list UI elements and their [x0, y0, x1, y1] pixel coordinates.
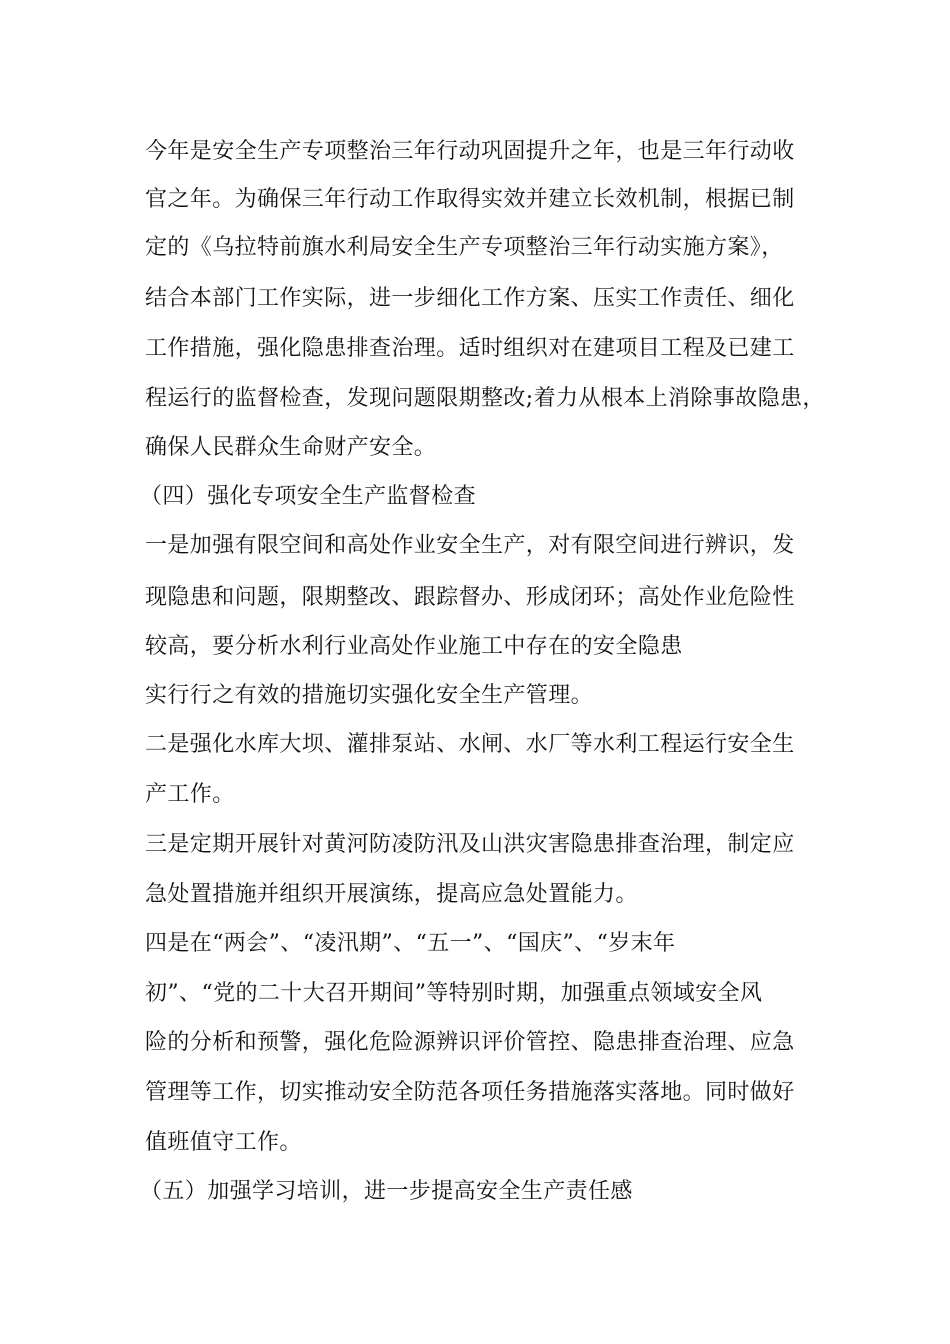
- text-line: 定的《乌拉特前旗水利局安全生产专项整治三年行动实施方案》，: [145, 235, 784, 260]
- text-line: 管理等工作，切实推动安全防范各项任务措施落实落地。同时做好: [145, 1080, 795, 1105]
- text-line: 一是加强有限空间和高处作业安全生产，对有限空间进行辨识，发: [145, 533, 795, 558]
- text-line: 初”、“党的二十大召开期间”等特别时期，加强重点领域安全风: [145, 981, 763, 1006]
- section-heading: （五）加强学习培训，进一步提高安全生产责任感: [140, 1179, 633, 1204]
- text-line: 工作措施，强化隐患排查治理。适时组织对在建项目工程及已建工: [145, 336, 795, 361]
- text-line: 官之年。为确保三年行动工作取得实效并建立长效机制，根据已制: [145, 187, 795, 212]
- text-line: 确保人民群众生命财产安全。: [145, 435, 437, 460]
- text-line: 现隐患和问题，限期整改、跟踪督办、形成闭环；高处作业危险性: [145, 585, 795, 610]
- text-line: 今年是安全生产专项整治三年行动巩固提升之年，也是三年行动收: [145, 139, 795, 164]
- text-line: 产工作。: [145, 782, 235, 807]
- text-line: 程运行的监督检查，发现问题限期整改;着力从根本上消除事故隐患，: [145, 386, 825, 411]
- text-line: 值班值守工作。: [145, 1130, 302, 1155]
- text-line: 险的分析和预警，强化危险源辨识评价管控、隐患排查治理、应急: [145, 1030, 795, 1055]
- text-line: 四是在“两会”、“凌汛期”、“五一”、“国庆”、“岁末年: [145, 931, 676, 956]
- text-line: 较高，要分析水利行业高处作业施工中存在的安全隐患: [145, 634, 683, 659]
- text-line: 结合本部门工作实际，进一步细化工作方案、压实工作责任、细化: [145, 286, 795, 311]
- text-line: 急处置措施并组织开展演练，提高应急处置能力。: [145, 882, 638, 907]
- text-line: 二是强化水库大坝、灌排泵站、水闸、水厂等水利工程运行安全生: [145, 732, 795, 757]
- text-line: 三是定期开展针对黄河防凌防汛及山洪灾害隐患排查治理，制定应: [145, 832, 795, 857]
- section-heading: （四）强化专项安全生产监督检查: [140, 484, 477, 509]
- text-line: 实行行之有效的措施切实强化安全生产管理。: [145, 683, 594, 708]
